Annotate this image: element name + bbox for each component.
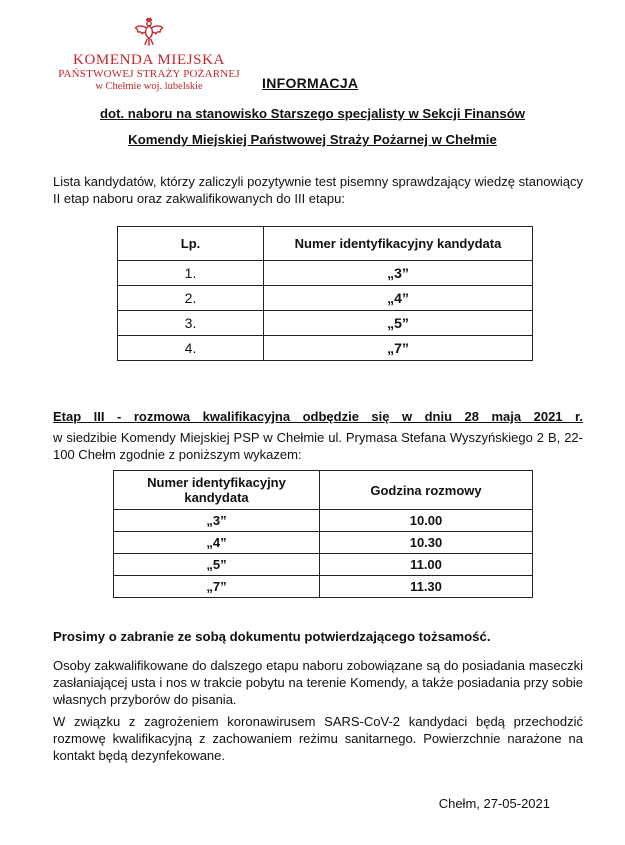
candidates-table <box>117 226 533 361</box>
row-candidate-id: „7” <box>264 336 533 361</box>
document-title: INFORMACJA <box>262 75 359 91</box>
table-row <box>114 554 533 576</box>
row-interview-time: 10.00 <box>320 510 533 532</box>
table-header-row <box>118 227 533 261</box>
intro-paragraph: Lista kandydatów, którzy zaliczyli pozytywnie test pisemny sprawdzający wiedzę stanowiący II etap naboru oraz zakwalifikowanych do III etapu: <box>53 174 583 206</box>
document-date: Chełm, 27-05-2021 <box>438 796 550 811</box>
row-candidate-id: „3” <box>114 510 320 532</box>
interview-schedule-table <box>113 470 533 598</box>
table-row <box>114 532 533 554</box>
letterhead <box>44 16 254 93</box>
row-lp: 4. <box>118 336 264 361</box>
row-candidate-id: „5” <box>114 554 320 576</box>
letterhead-line1: KOMENDA MIEJSKA <box>73 52 225 68</box>
row-interview-time: 10.30 <box>320 532 533 554</box>
row-lp: 3. <box>118 311 264 336</box>
row-lp: 1. <box>118 261 264 286</box>
eagle-emblem-icon <box>132 16 166 50</box>
row-candidate-id: „4” <box>264 286 533 311</box>
header-lp: Lp. <box>118 227 264 261</box>
row-candidate-id: „5” <box>264 311 533 336</box>
document-subtitle-2: Komendy Miejskiej Państwowej Straży Pożarnej w Chełmie <box>128 132 497 147</box>
row-interview-time: 11.30 <box>320 576 533 598</box>
mask-requirement-paragraph: Osoby zakwalifikowane do dalszego etapu naboru zobowiązane są do posiadania maseczki zasłaniającej usta i nos w trakcie pobytu na terenie Komendy, a także posiadania przy sobie własnych przyborów do pisania. <box>53 658 583 707</box>
header-candidate-id: Numer identyfikacyjny kandydata <box>264 227 533 261</box>
table-row <box>118 286 533 311</box>
covid-paragraph: W związku z zagrożeniem koronawirusem SARS-CoV-2 kandydaci będą przechodzić rozmowę kwalifikacyjną z zachowaniem reżimu sanitarnego. Powierzchnie narażone na kontakt będą dezynfekowane. <box>53 714 583 763</box>
table-row <box>118 311 533 336</box>
stage3-paragraph: w siedzibie Komendy Miejskiej PSP w Chełmie ul. Prymasa Stefana Wyszyńskiego 2 B, 22-100 Chełm zgodnie z poniższym wykazem: <box>53 430 583 462</box>
table-row <box>118 261 533 286</box>
table-row <box>114 576 533 598</box>
row-lp: 2. <box>118 286 264 311</box>
letterhead-line3: w Chełmie woj. lubelskie <box>95 81 203 92</box>
row-interview-time: 11.00 <box>320 554 533 576</box>
id-document-note: Prosimy o zabranie ze sobą dokumentu potwierdzającego tożsamość. <box>53 629 491 644</box>
header-interview-time: Godzina rozmowy <box>320 471 533 510</box>
document-subtitle-1: dot. naboru na stanowisko Starszego specjalisty w Sekcji Finansów <box>99 106 526 121</box>
row-candidate-id: „4” <box>114 532 320 554</box>
stage3-heading: Etap III - rozmowa kwalifikacyjna odbędzie się w dniu 28 maja 2021 r. <box>53 409 583 424</box>
row-candidate-id: „7” <box>114 576 320 598</box>
table-row <box>114 510 533 532</box>
letterhead-line2: PAŃSTWOWEJ STRAŻY POŻARNEJ <box>58 68 240 80</box>
table-row <box>118 336 533 361</box>
table-header-row <box>114 471 533 510</box>
row-candidate-id: „3” <box>264 261 533 286</box>
header-candidate-id: Numer identyfikacyjny kandydata <box>114 471 320 510</box>
